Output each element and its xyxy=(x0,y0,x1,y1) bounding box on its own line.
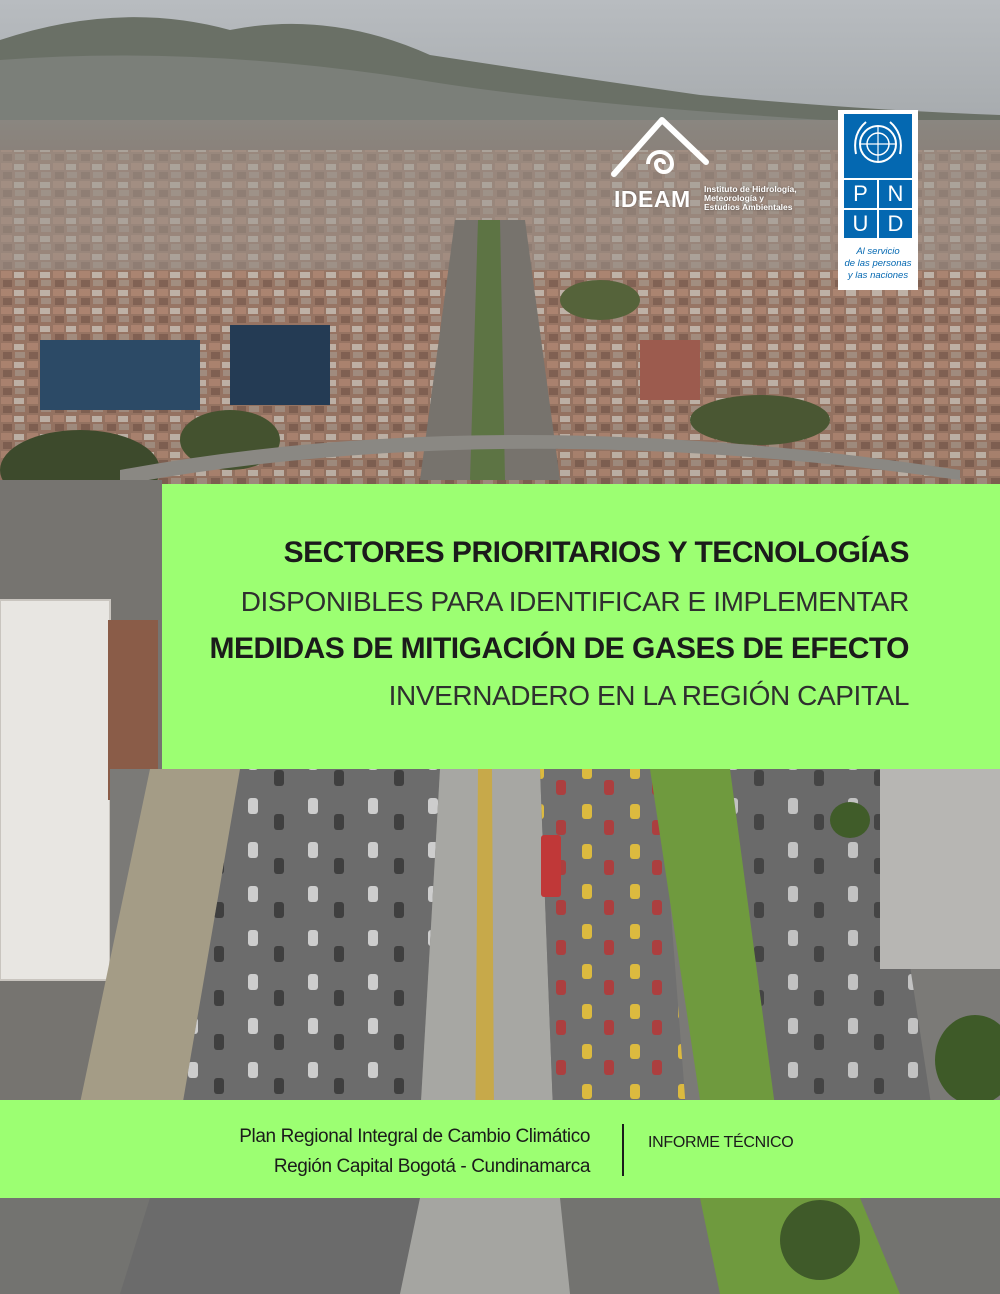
pnud-logo xyxy=(838,110,918,290)
pnud-letter-u: U xyxy=(844,210,877,238)
plan-line-2: Región Capital Bogotá - Cundinamarca xyxy=(273,1156,590,1177)
pnud-tagline: Al servicio de las personas y las naciones xyxy=(844,246,912,281)
plan-line-1: Plan Regional Integral de Cambio Climático xyxy=(239,1126,590,1147)
pnud-letter-n: N xyxy=(879,180,912,208)
title-line-1: SECTORES PRIORITARIOS Y TECNOLOGÍAS xyxy=(283,536,909,569)
title-line-4: INVERNADERO EN LA REGIÓN CAPITAL xyxy=(388,680,909,711)
title-line-2: DISPONIBLES PARA IDENTIFICAR E IMPLEMENTAR xyxy=(240,586,909,617)
footer-divider xyxy=(622,1124,624,1176)
ideam-wordmark: IDEAM xyxy=(614,186,691,212)
title-panel xyxy=(162,484,1000,769)
un-emblem-icon xyxy=(844,114,912,178)
report-type-label: INFORME TÉCNICO xyxy=(648,1134,794,1151)
ideam-mountain-spiral-icon xyxy=(610,112,710,182)
footer-panel xyxy=(0,1100,1000,1198)
title-line-3: MEDIDAS DE MITIGACIÓN DE GASES DE EFECTO xyxy=(209,632,909,665)
pnud-letter-d: D xyxy=(879,210,912,238)
pnud-letter-p: P xyxy=(844,180,877,208)
ideam-logo xyxy=(610,112,820,212)
plan-name xyxy=(239,1122,590,1182)
pnud-letter-grid xyxy=(844,180,912,238)
ideam-institute-name: Instituto de Hidrología, Meteorología y Estudios Ambientales xyxy=(704,184,797,212)
